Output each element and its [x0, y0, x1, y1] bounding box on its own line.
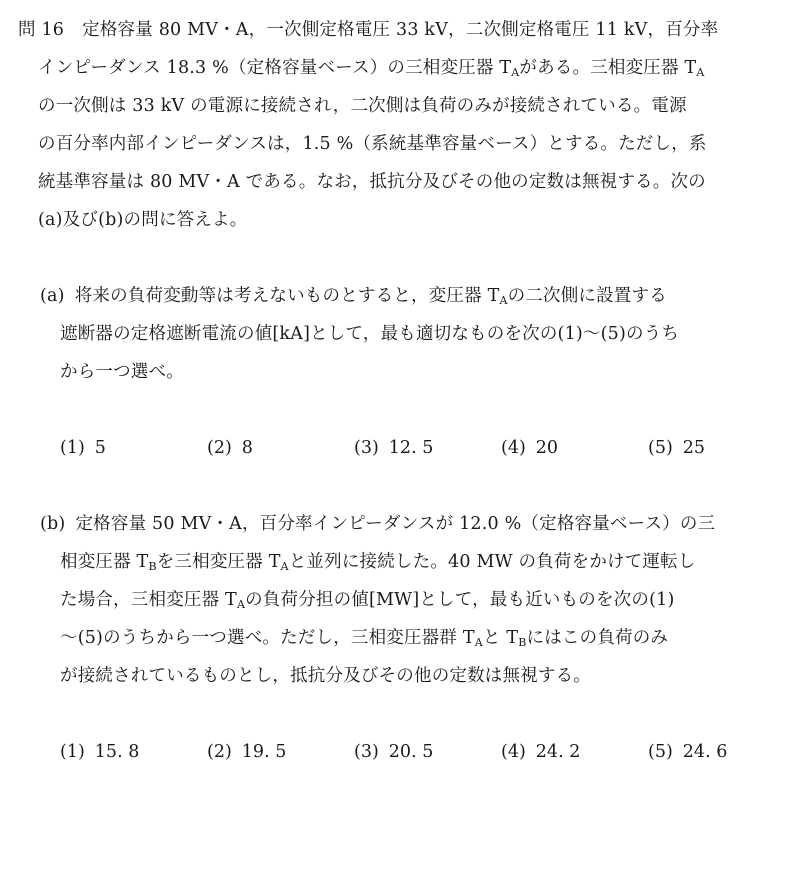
part-a-label: (a)	[40, 286, 65, 306]
subscript: A	[236, 598, 246, 611]
choice-value: 20. 5	[388, 742, 434, 762]
choice-value: 25	[682, 438, 706, 458]
choice-number: (1)	[60, 438, 85, 458]
question-number: 問 16	[18, 20, 65, 40]
part-b-choice-1[interactable]	[60, 740, 139, 764]
part-a-choice-3[interactable]	[354, 436, 433, 460]
subscript: A	[696, 66, 705, 79]
choice-number: (5)	[648, 742, 673, 762]
question-line-4	[38, 132, 707, 156]
intro-text: (a)及び(b)の問に答えよ。	[38, 210, 248, 230]
choice-value: 20	[535, 438, 559, 458]
choice-number: (2)	[207, 438, 232, 458]
choice-number: (1)	[60, 742, 85, 762]
choice-value: 12. 5	[388, 438, 434, 458]
part-b-text: と T	[482, 628, 519, 648]
intro-line-1: 定格容量 80 MV・A，一次側定格電圧 33 kV，二次側定格電圧 11 kV，百分率	[82, 20, 719, 40]
part-b-text: 定格容量 50 MV・A，百分率インピーダンスが 12.0 %（定格容量ベース）の三	[75, 514, 716, 534]
subscript: A	[511, 66, 520, 79]
part-a-line-2	[60, 322, 679, 346]
choice-value: 19. 5	[241, 742, 287, 762]
part-b-text: 相変圧器 T	[60, 552, 149, 572]
part-b-text: が接続されているものとし，抵抗分及びその他の定数は無視する。	[60, 666, 591, 686]
part-b-line-2	[60, 550, 696, 574]
part-a-choice-5[interactable]	[648, 436, 705, 460]
part-b-text: ～(5)のうちから一つ選べ。ただし，三相変圧器群 T	[60, 628, 475, 648]
choice-number: (2)	[207, 742, 232, 762]
choice-number: (3)	[354, 742, 379, 762]
part-b-line-3	[60, 588, 675, 612]
part-b-text: と並列に接続した。40 MW の負荷をかけて運転し	[288, 552, 696, 572]
intro-text: 統基準容量は 80 MV・A である。なお，抵抗分及びその他の定数は無視する。次の	[38, 172, 706, 192]
part-a-choice-4[interactable]	[501, 436, 558, 460]
choice-value: 24. 2	[535, 742, 581, 762]
part-b-text: の負荷分担の値[MW]として，最も近いものを次の(1)	[245, 590, 675, 610]
intro-text: がある。三相変圧器 T	[519, 58, 697, 78]
part-a-line-3	[60, 360, 184, 384]
part-b-choice-3[interactable]	[354, 740, 433, 764]
choice-value: 8	[241, 438, 253, 458]
part-b-choice-2[interactable]	[207, 740, 286, 764]
choice-number: (3)	[354, 438, 379, 458]
part-b-choice-5[interactable]	[648, 740, 727, 764]
part-a-choice-1[interactable]	[60, 436, 106, 460]
subscript: A	[474, 636, 483, 649]
part-a-text: 遮断器の定格遮断電流の値[kA]として，最も適切なものを次の(1)～(5)のうち	[60, 324, 680, 344]
intro-text: の一次側は 33 kV の電源に接続され，二次側は負荷のみが接続されている。電源	[38, 96, 687, 116]
part-b-text: た場合，三相変圧器 T	[60, 590, 237, 610]
intro-text: の百分率内部インピーダンスは，1.5 %（系統基準容量ベース）とする。ただし，系	[38, 134, 707, 154]
choice-number: (4)	[501, 438, 526, 458]
subscript: A	[499, 294, 508, 307]
choice-value: 24. 6	[682, 742, 728, 762]
question-line-6	[38, 208, 247, 232]
question-line-2	[38, 56, 704, 80]
subscript: B	[148, 560, 157, 573]
part-b-choice-4[interactable]	[501, 740, 580, 764]
question-line-5	[38, 170, 706, 194]
choice-value: 15. 8	[94, 742, 140, 762]
choice-number: (5)	[648, 438, 673, 458]
intro-text: インピーダンス 18.3 %（定格容量ベース）の三相変圧器 T	[38, 58, 512, 78]
part-b-line-1	[40, 512, 715, 536]
part-a-text: 将来の負荷変動等は考えないものとすると，変圧器 T	[74, 286, 500, 306]
part-a-text: から一つ選べ。	[60, 362, 184, 382]
choice-number: (4)	[501, 742, 526, 762]
question-line-3	[38, 94, 687, 118]
choice-value: 5	[94, 438, 106, 458]
subscript: A	[280, 560, 289, 573]
part-a-text: の二次側に設置する	[507, 286, 667, 306]
part-b-label: (b)	[40, 514, 66, 534]
part-a-choice-2[interactable]	[207, 436, 253, 460]
part-b-text: にはこの負荷のみ	[526, 628, 669, 648]
part-b-line-4	[60, 626, 668, 650]
subscript: B	[518, 636, 527, 649]
part-b-text: を三相変圧器 T	[156, 552, 281, 572]
part-b-line-5	[60, 664, 591, 688]
question-line-1	[18, 18, 718, 42]
part-a-line-1	[40, 284, 667, 308]
